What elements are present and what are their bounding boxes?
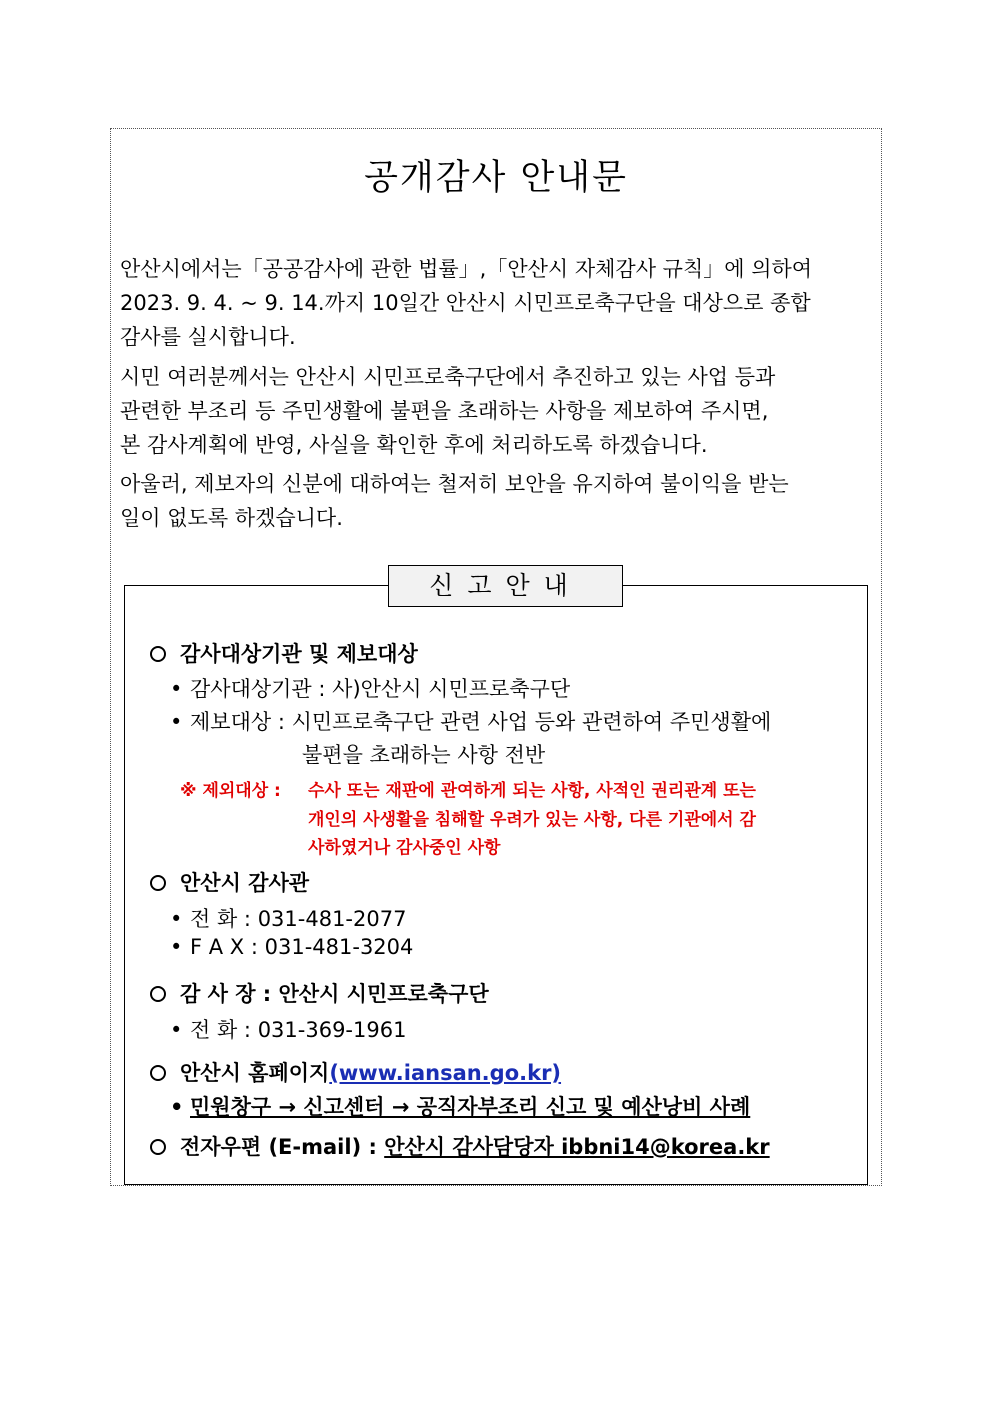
paragraph-1: [120, 252, 873, 354]
fax-number: 031-481-3204: [264, 935, 414, 959]
auditor-fax: [170, 935, 413, 959]
circle-bullet-icon: [150, 986, 166, 1002]
para-line: 안산시에서는「공공감사에 관한 법률」,「안산시 자체감사 규칙」에 의하여: [120, 257, 813, 281]
section-heading: 전자우편 (E-mail) :: [180, 1135, 377, 1159]
para-line: 본 감사계획에 반영, 사실을 확인한 후에 처리하도록 하겠습니다.: [120, 433, 708, 457]
section-heading: 안산시 감사관: [180, 871, 310, 895]
item-label: 감사대상기관 :: [190, 677, 326, 701]
section-audit-site: [150, 978, 489, 1008]
section-heading: 안산시 홈페이지: [180, 1061, 330, 1085]
item-label: 전 화 :: [190, 1018, 251, 1042]
dot-bullet-icon: •: [170, 1018, 183, 1042]
item-value: 시민프로축구단 관련 사업 등와 관련하여 주민생활에: [291, 710, 772, 734]
section-email: [150, 1131, 770, 1161]
section-auditor: [150, 867, 309, 897]
section-heading: 감사대상기관 및 제보대상: [180, 642, 418, 666]
para-line: 시민 여러분께서는 안산시 시민프로축구단에서 추진하고 있는 사업 등과: [120, 365, 776, 389]
auditor-phone: [170, 903, 406, 933]
exclusion-line: 수사 또는 재판에 관여하게 되는 사항, 사적인 권리관계 또는: [308, 781, 756, 801]
paragraph-3: [120, 467, 873, 535]
homepage-path: [170, 1091, 750, 1121]
audit-target-org: [170, 673, 570, 703]
phone-number: 031-369-1961: [257, 1018, 407, 1042]
homepage-link[interactable]: (www.iansan.go.kr): [329, 1061, 562, 1085]
circle-bullet-icon: [150, 1065, 166, 1081]
item-label: 제보대상 :: [190, 710, 285, 734]
audit-site-phone: [170, 1014, 406, 1044]
exclusion-line: 사하였거나 감사중인 사항: [308, 838, 501, 858]
exclusion-label: ※ 제외대상 :: [180, 781, 281, 801]
para-line: 일이 없도록 하겠습니다.: [120, 506, 343, 530]
dot-bullet-icon: •: [170, 677, 183, 701]
phone-number: 031-481-2077: [257, 907, 407, 931]
item-label: 전 화 :: [190, 907, 251, 931]
email-value[interactable]: 안산시 감사담당자 ibbni14@korea.kr: [384, 1135, 770, 1159]
report-target: [170, 706, 771, 736]
notice-box-title: 신고안내: [388, 565, 623, 607]
circle-bullet-icon: [150, 1139, 166, 1155]
report-target-continued: 불편을 초래하는 사항 전반: [302, 743, 546, 767]
item-value: 사)안산시 시민프로축구단: [332, 677, 571, 701]
paragraph-2: [120, 360, 873, 462]
para-line: 감사를 실시합니다.: [120, 325, 296, 349]
homepage-path-text: 민원창구 → 신고센터 → 공직자부조리 신고 및 예산낭비 사례: [190, 1095, 751, 1119]
dot-bullet-icon: •: [170, 710, 183, 734]
document-title: 공개감사 안내문: [364, 158, 628, 198]
dot-bullet-icon: •: [170, 935, 183, 959]
para-line: 관련한 부조리 등 주민생활에 불편을 초래하는 사항을 제보하여 주시면,: [120, 399, 769, 423]
section-homepage: [150, 1057, 561, 1087]
section-audit-target: [150, 638, 418, 668]
item-label: F A X :: [190, 935, 258, 959]
para-line: 아울러, 제보자의 신분에 대하여는 철저히 보안을 유지하여 불이익을 받는: [120, 472, 789, 496]
exclusion-line: 개인의 사생활을 침해할 우려가 있는 사항, 다른 기관에서 감: [308, 810, 756, 830]
circle-bullet-icon: [150, 875, 166, 891]
para-line: 2023. 9. 4. ~ 9. 14.까지 10일간 안산시 시민프로축구단을 대상으로 종합: [120, 291, 811, 315]
dot-bullet-icon: •: [170, 1095, 184, 1119]
section-heading: 감 사 장 : 안산시 시민프로축구단: [180, 982, 489, 1006]
dot-bullet-icon: •: [170, 907, 183, 931]
circle-bullet-icon: [150, 646, 166, 662]
